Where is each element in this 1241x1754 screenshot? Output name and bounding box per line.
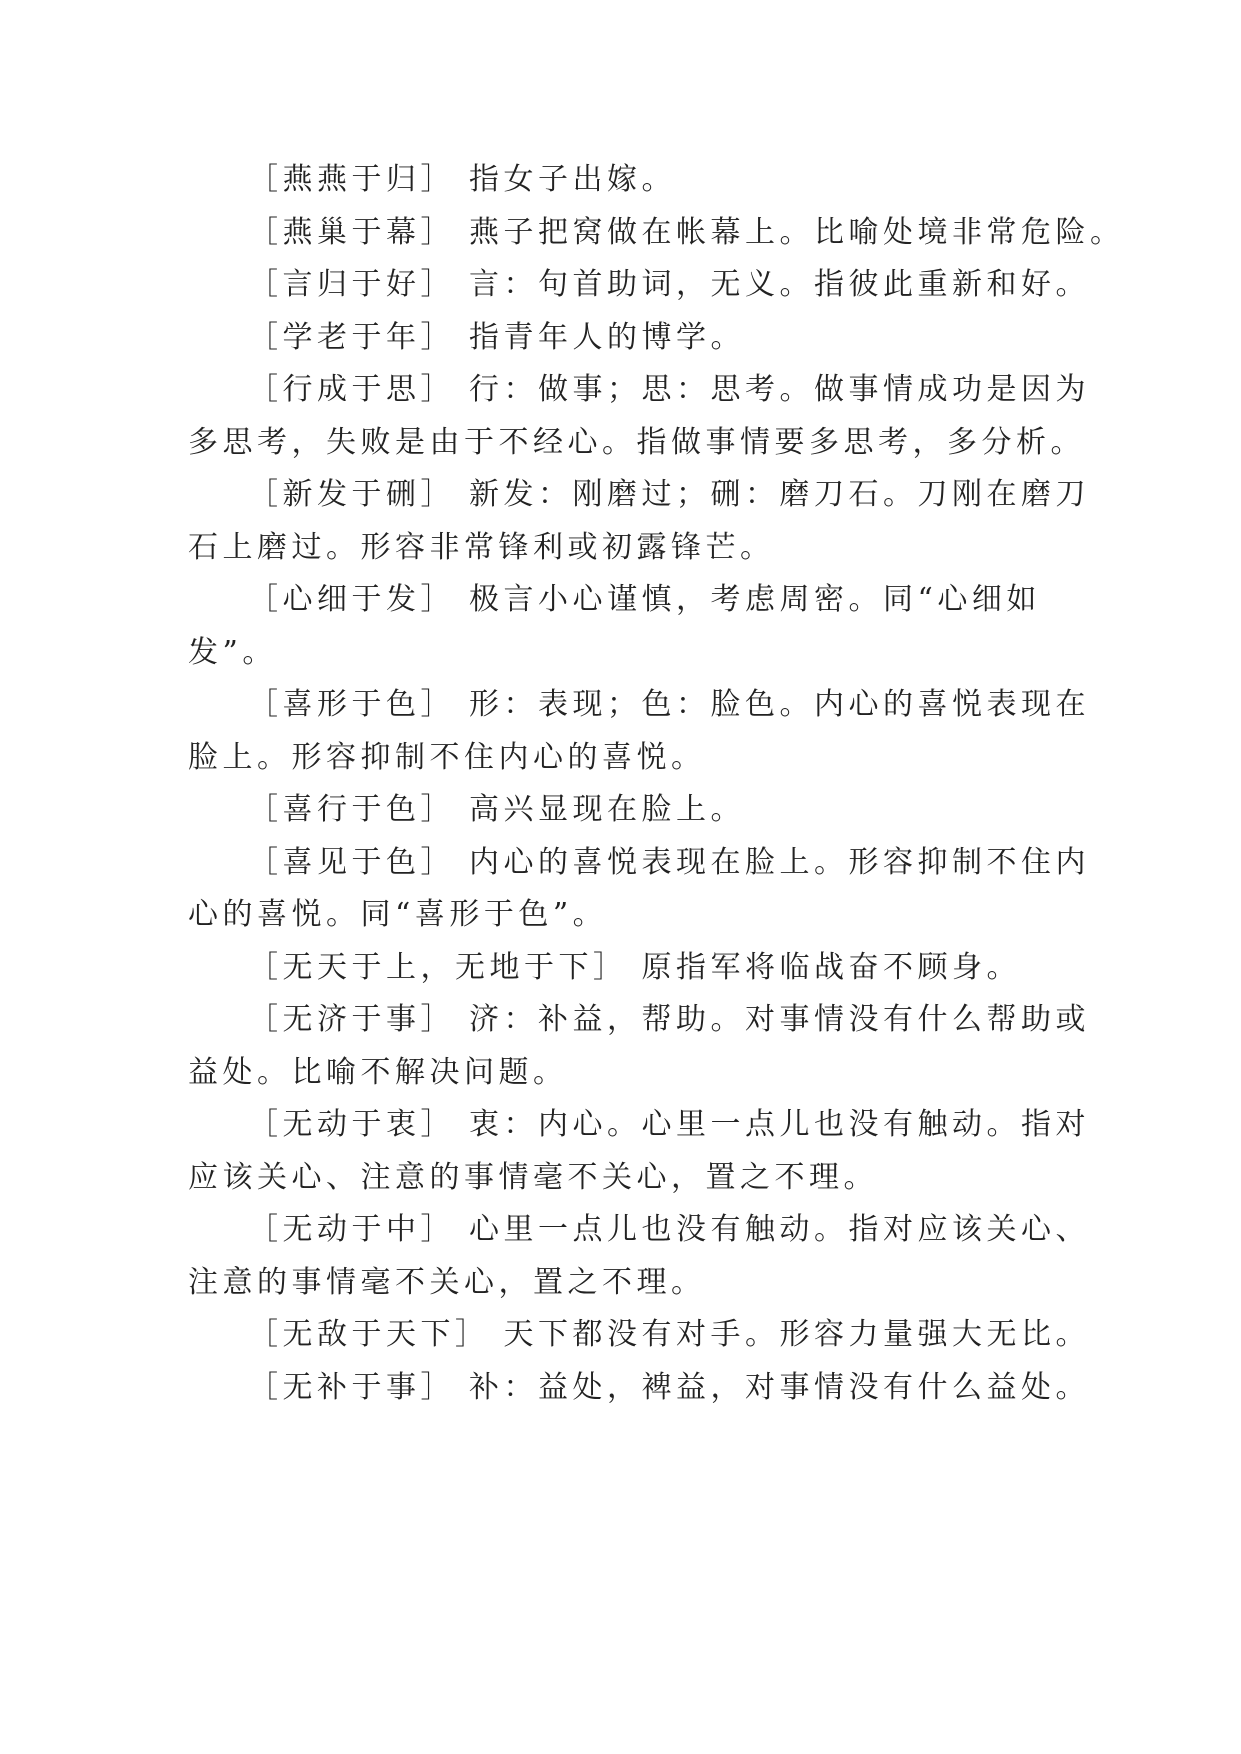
idiom-entry-first-line: ［心细于发］ 极言小心谨慎，考虑周密。同“心细如 <box>248 582 1041 617</box>
idiom-entry-continuation-line: 多思考，失败是由于不经心。指做事情要多思考，多分析。 <box>188 424 1085 460</box>
idiom-entry-continuation-line: 石上磨过。形容非常锋利或初露锋芒。 <box>188 529 775 565</box>
idiom-entry-continuation-line: 心的喜悦。同“喜形于色”。 <box>188 897 608 932</box>
idiom-entry-first-line: ［言归于好］ 言：句首助词，无义。指彼此重新和好。 <box>248 267 1091 302</box>
idiom-entry-first-line: ［行成于思］ 行：做事；思：思考。做事情成功是因为 <box>248 372 1091 407</box>
idiom-entry-first-line: ［无补于事］ 补：益处，裨益，对事情没有什么益处。 <box>248 1369 1091 1405</box>
idiom-entry-first-line: ［学老于年］ 指青年人的博学。 <box>248 319 746 355</box>
idiom-entry-first-line: ［无天于上，无地于下］ 原指军将临战奋不顾身。 <box>248 949 1022 985</box>
idiom-entry-first-line: ［新发于硎］ 新发：刚磨过；硎：磨刀石。刀刚在磨刀 <box>248 477 1091 512</box>
idiom-entry-continuation-line: 发”。 <box>188 634 277 670</box>
idiom-entry-continuation-line: 脸上。形容抑制不住内心的喜悦。 <box>188 739 706 775</box>
idiom-entry-first-line: ［喜形于色］ 形：表现；色：脸色。内心的喜悦表现在 <box>248 687 1091 722</box>
idiom-entry-continuation-line: 益处。比喻不解决问题。 <box>188 1054 568 1090</box>
idiom-entry-first-line: ［喜行于色］ 高兴显现在脸上。 <box>248 792 746 827</box>
idiom-entry-first-line: ［无济于事］ 济：补益，帮助。对事情没有什么帮助或 <box>248 1002 1091 1037</box>
idiom-entry-first-line: ［无敌于天下］ 天下都没有对手。形容力量强大无比。 <box>248 1317 1091 1352</box>
idiom-entry-first-line: ［无动于中］ 心里一点儿也没有触动。指对应该关心、 <box>248 1212 1091 1247</box>
idiom-entry-first-line: ［燕巢于幕］ 燕子把窝做在帐幕上。比喻处境非常危险。 <box>248 214 1125 250</box>
idiom-entry-continuation-line: 注意的事情毫不关心，置之不理。 <box>188 1264 706 1300</box>
idiom-entry-continuation-line: 应该关心、注意的事情毫不关心，置之不理。 <box>188 1159 878 1195</box>
idiom-entry-first-line: ［喜见于色］ 内心的喜悦表现在脸上。形容抑制不住内 <box>248 844 1091 880</box>
idiom-entry-first-line: ［燕燕于归］ 指女子出嫁。 <box>248 162 677 197</box>
idiom-entry-first-line: ［无动于衷］ 衷：内心。心里一点儿也没有触动。指对 <box>248 1107 1091 1142</box>
